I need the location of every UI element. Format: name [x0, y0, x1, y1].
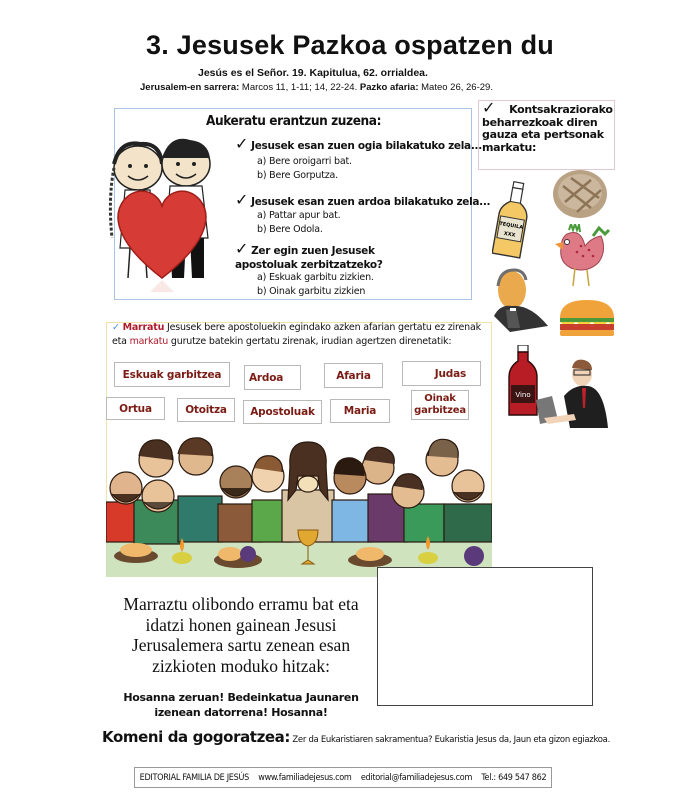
word-box[interactable]: Otoitza — [177, 398, 235, 422]
book-reference: Jesús es el Señor. 19. Kapitulua, 62. orrialdea. — [198, 67, 428, 79]
marking-text-1: Jesusek bere apostoluekin egindako azken afarian gertatu ez zirenak eta — [112, 322, 481, 347]
consecration-instruction — [482, 98, 614, 154]
priest-icon[interactable] — [490, 268, 552, 333]
bird-icon[interactable] — [553, 224, 611, 290]
bible-references — [140, 82, 493, 93]
tequila-sublabel: XXX — [503, 230, 516, 239]
word-box[interactable]: Eskuak garbitzea — [114, 362, 230, 387]
bread-icon[interactable] — [551, 168, 609, 220]
check-icon: ✓ — [112, 322, 120, 333]
footer-email[interactable]: editorial@familiadejesus.com — [360, 772, 473, 783]
word-box[interactable]: Maria — [330, 399, 390, 423]
ref-label-entry: Jerusalem-en sarrera: — [140, 82, 240, 93]
question-text: Jesusek esan zuen ogia bilakatuko zela... — [251, 140, 482, 152]
hamburger-icon[interactable] — [558, 298, 616, 338]
quiz-question-3 — [235, 239, 435, 272]
quiz-option-1b[interactable]: b) Bere Gorputza. — [257, 170, 338, 181]
quiz-option-3a[interactable]: a) Eskuak garbitu zizkien. — [257, 272, 374, 283]
wine-label: Vino — [515, 391, 531, 399]
quiz-question-2 — [235, 190, 490, 209]
check-icon: ✓ — [482, 98, 496, 117]
check-icon: ✓ — [235, 239, 249, 258]
footer — [134, 767, 552, 788]
word-box[interactable]: Ortua — [106, 397, 165, 420]
footer-publisher: EDITORIAL FAMILIA DE JESÚS — [139, 772, 249, 783]
footer-phone: Tel.: 649 547 862 — [481, 772, 547, 783]
word-box[interactable]: Judas — [402, 361, 481, 386]
tequila-bottle-icon[interactable] — [492, 180, 532, 262]
ref-text-supper: Mateo 26, 26-29. — [418, 82, 493, 93]
quiz-option-1a[interactable]: a) Bere oroigarri bat. — [257, 156, 352, 167]
quiz-title: Aukeratu erantzun zuzena: — [206, 113, 382, 129]
last-supper-illustration — [106, 420, 492, 577]
question-text: Zer egin zuen Jesusek apostoluak zerbitzatzeko? — [235, 245, 383, 271]
keyword-marratu: Marratu — [122, 322, 165, 333]
word-box[interactable]: Apostoluak — [243, 400, 322, 424]
question-text: Jesusek esan zuen ardoa bilakatuko zela... — [251, 196, 491, 208]
hosanna-phrase: Hosanna zeruan! Bedeinkatua Jaunaren izenean datorrena! Hosanna! — [123, 691, 359, 719]
page-title: 3. Jesusek Pazkoa ospatzen du — [146, 30, 554, 60]
quiz-question-1 — [235, 134, 482, 153]
tequila-label: TEQUILA — [498, 220, 524, 231]
consecration-text: Kontsakraziorako beharrezkoak diren gauza eta pertsonak markatu: — [482, 103, 613, 154]
remember-line — [102, 727, 610, 746]
remember-label: Komeni da gogoratzea: — [102, 728, 290, 746]
quiz-option-3b[interactable]: b) Oinak garbitu zizkien — [257, 286, 366, 297]
check-icon: ✓ — [235, 134, 249, 153]
footer-website[interactable]: www.familiadejesus.com — [258, 772, 352, 783]
quiz-option-2b[interactable]: b) Bere Odola. — [257, 224, 323, 235]
drawing-area[interactable] — [377, 567, 593, 706]
quiz-option-2a[interactable]: a) Pattar apur bat. — [257, 210, 341, 221]
businessman-laptop-icon[interactable] — [530, 358, 612, 430]
keyword-markatu: markatu — [129, 336, 169, 347]
couple-heart-illustration — [100, 128, 225, 293]
check-icon: ✓ — [235, 190, 249, 209]
ref-label-supper: Pazko afaria: — [359, 82, 419, 93]
marking-instruction — [112, 321, 492, 349]
drawing-instruction: Marraztu olibondo erramu bat eta idatzi honen gainean Jesusi Jerusalemera sartu zenean esan zizkioten moduko hitzak: — [123, 594, 359, 676]
ref-text-entry: Marcos 11, 1-11; 14, 22-24. — [239, 82, 360, 93]
remember-text: Zer da Eukaristiaren sakramentua? Eukaristia Jesus da, Jaun eta gizon egiazkoa. — [290, 735, 610, 745]
word-box[interactable]: Ardoa — [244, 365, 301, 390]
word-box[interactable]: Oinak garbitzea — [411, 390, 469, 420]
marking-text-2: gurutze batekin gertatu zirenak, irudian agertzen direnetatik: — [168, 336, 452, 347]
word-box[interactable]: Afaria — [324, 363, 383, 388]
